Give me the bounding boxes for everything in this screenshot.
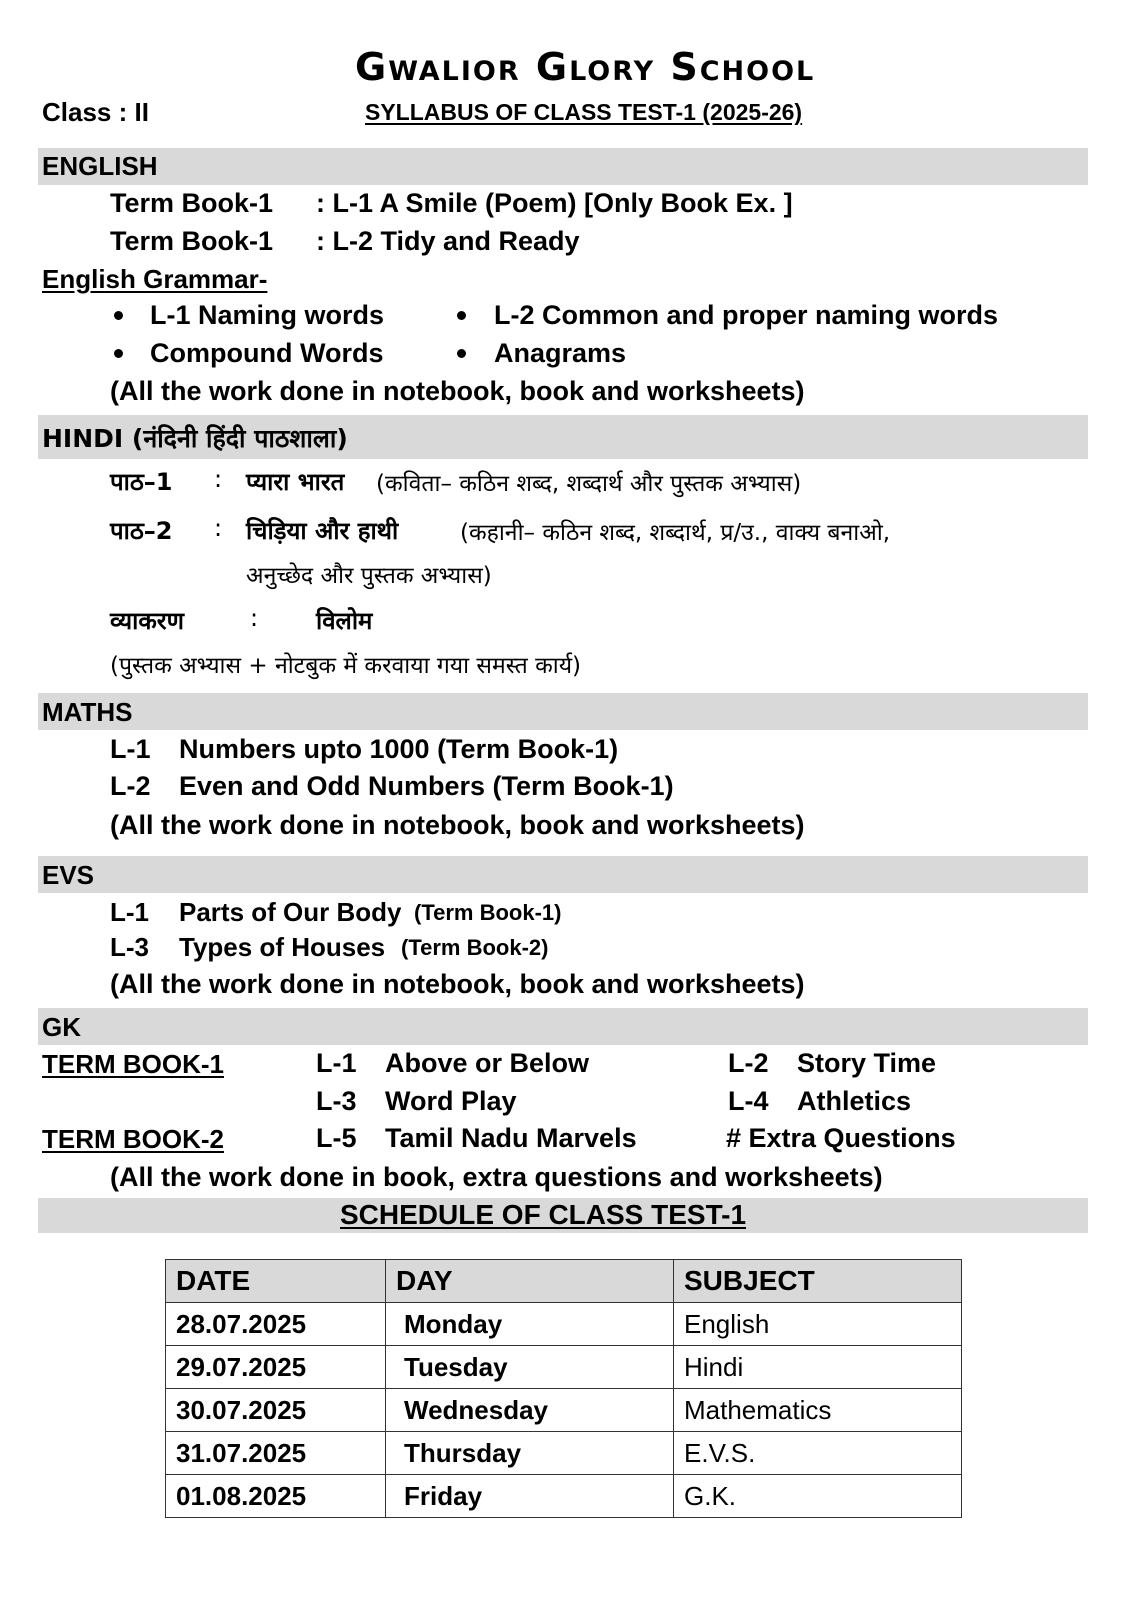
evs-lesson-num: L-1	[110, 897, 149, 927]
english-book-2: Term Book-1	[110, 226, 274, 256]
maths-lesson-num: L-2	[110, 771, 151, 801]
gk-lesson-num: L-2	[728, 1048, 769, 1078]
table-header-row	[166, 1260, 962, 1303]
evs-lesson-text: Types of Houses	[179, 932, 386, 962]
hindi-lesson-title: प्यारा भारत	[246, 468, 345, 496]
gk-heading: GK	[42, 1012, 81, 1042]
cell-day: Friday	[386, 1475, 674, 1518]
gk-heading-band	[38, 1008, 1088, 1045]
bullet-icon	[114, 349, 123, 358]
maths-lesson-text: Even and Odd Numbers (Term Book-1)	[179, 771, 674, 801]
hindi-lesson-detail: (कविता– कठिन शब्द, शब्दार्थ और पुस्तक अभ्यास)	[376, 471, 802, 497]
cell-date: 29.07.2025	[166, 1346, 386, 1389]
maths-heading-band	[38, 693, 1088, 730]
hindi-colon: :	[214, 465, 223, 493]
table-row	[166, 1432, 962, 1475]
cell-date: 30.07.2025	[166, 1389, 386, 1432]
cell-date: 31.07.2025	[166, 1432, 386, 1475]
gk-lesson-num: L-4	[728, 1086, 769, 1116]
gk-lesson-num: L-5	[316, 1123, 357, 1153]
hindi-lesson-label: पाठ–1	[110, 468, 173, 496]
evs-lesson-text: Parts of Our Body	[179, 897, 402, 927]
hindi-lesson-detail: (कहानी– कठिन शब्द, शब्दार्थ, प्र/उ., वाक्य बनाओ,	[460, 520, 891, 546]
gk-lesson-num: L-1	[316, 1048, 357, 1078]
cell-subject: Mathematics	[674, 1389, 962, 1432]
cell-day: Thursday	[386, 1432, 674, 1475]
english-heading: ENGLISH	[42, 151, 158, 181]
cell-subject: English	[674, 1303, 962, 1346]
english-book-1: Term Book-1	[110, 188, 274, 218]
gk-lesson-text: Word Play	[385, 1086, 517, 1116]
gk-lesson-num: L-3	[316, 1086, 357, 1116]
gk-extra-questions: # Extra Questions	[726, 1123, 956, 1153]
grammar-item: L-2 Common and proper naming words	[494, 300, 999, 330]
grammar-item: Compound Words	[150, 338, 384, 368]
evs-lesson-book: (Term Book-1)	[414, 900, 562, 925]
gk-lesson-text: Story Time	[797, 1048, 937, 1078]
evs-lesson-book: (Term Book-2)	[401, 935, 549, 960]
evs-lesson-num: L-3	[110, 932, 149, 962]
table-row	[166, 1389, 962, 1432]
evs-heading-band	[38, 856, 1088, 893]
english-note: (All the work done in notebook, book and worksheets)	[110, 376, 805, 406]
cell-subject: E.V.S.	[674, 1432, 962, 1475]
cell-date: 01.08.2025	[166, 1475, 386, 1518]
gk-term2-label: TERM BOOK-2	[42, 1124, 224, 1154]
syllabus-title: SYLLABUS OF CLASS TEST-1 (2025-26)	[365, 99, 803, 125]
hindi-grammar-value: विलोम	[316, 607, 373, 635]
cell-day: Wednesday	[386, 1389, 674, 1432]
hindi-lesson-continuation: अनुच्छेद और पुस्तक अभ्यास)	[246, 563, 492, 589]
hindi-colon: :	[214, 514, 223, 542]
hindi-grammar-colon: :	[250, 604, 259, 632]
cell-day: Tuesday	[386, 1346, 674, 1389]
grammar-item: L-1 Naming words	[150, 300, 385, 330]
cell-date: 28.07.2025	[166, 1303, 386, 1346]
column-header-date: DATE	[166, 1260, 386, 1303]
hindi-lesson-title: चिड़िया और हाथी	[246, 517, 399, 545]
maths-note: (All the work done in notebook, book and worksheets)	[110, 810, 805, 840]
evs-note: (All the work done in notebook, book and worksheets)	[110, 969, 805, 999]
bullet-icon	[457, 311, 466, 320]
table-row	[166, 1303, 962, 1346]
cell-subject: G.K.	[674, 1475, 962, 1518]
english-lesson-1: : L-1 A Smile (Poem) [Only Book Ex. ]	[316, 188, 793, 218]
schedule-heading: SCHEDULE OF CLASS TEST-1	[340, 1199, 747, 1230]
english-heading-band	[38, 148, 1088, 185]
grammar-item: Anagrams	[494, 338, 627, 368]
gk-lesson-text: Above or Below	[385, 1048, 590, 1078]
english-grammar-heading: English Grammar-	[42, 264, 268, 294]
bullet-icon	[457, 349, 466, 358]
gk-lesson-text: Tamil Nadu Marvels	[385, 1123, 637, 1153]
table-row	[166, 1475, 962, 1518]
hindi-grammar-label: व्याकरण	[110, 607, 184, 635]
cell-day: Monday	[386, 1303, 674, 1346]
bullet-icon	[114, 311, 123, 320]
cell-subject: Hindi	[674, 1346, 962, 1389]
schedule-table	[165, 1259, 962, 1518]
school-name: Gwalior Glory School	[355, 45, 816, 89]
gk-lesson-text: Athletics	[797, 1086, 912, 1116]
class-label: Class : II	[42, 97, 149, 127]
column-header-subject: SUBJECT	[674, 1260, 962, 1303]
gk-term1-label: TERM BOOK-1	[42, 1049, 224, 1079]
english-lesson-2: : L-2 Tidy and Ready	[316, 226, 580, 256]
gk-note: (All the work done in book, extra questions and worksheets)	[110, 1162, 883, 1192]
column-header-day: DAY	[386, 1260, 674, 1303]
table-row	[166, 1346, 962, 1389]
maths-lesson-num: L-1	[110, 734, 151, 764]
evs-heading: EVS	[42, 860, 95, 890]
maths-heading: MATHS	[42, 697, 133, 727]
maths-lesson-text: Numbers upto 1000 (Term Book-1)	[179, 734, 619, 764]
hindi-note: (पुस्तक अभ्यास + नोटबुक में करवाया गया समस्त कार्य)	[110, 653, 582, 679]
hindi-lesson-label: पाठ–2	[110, 517, 173, 545]
hindi-heading: HINDI (नंदिनी हिंदी पाठशाला)	[42, 424, 348, 453]
